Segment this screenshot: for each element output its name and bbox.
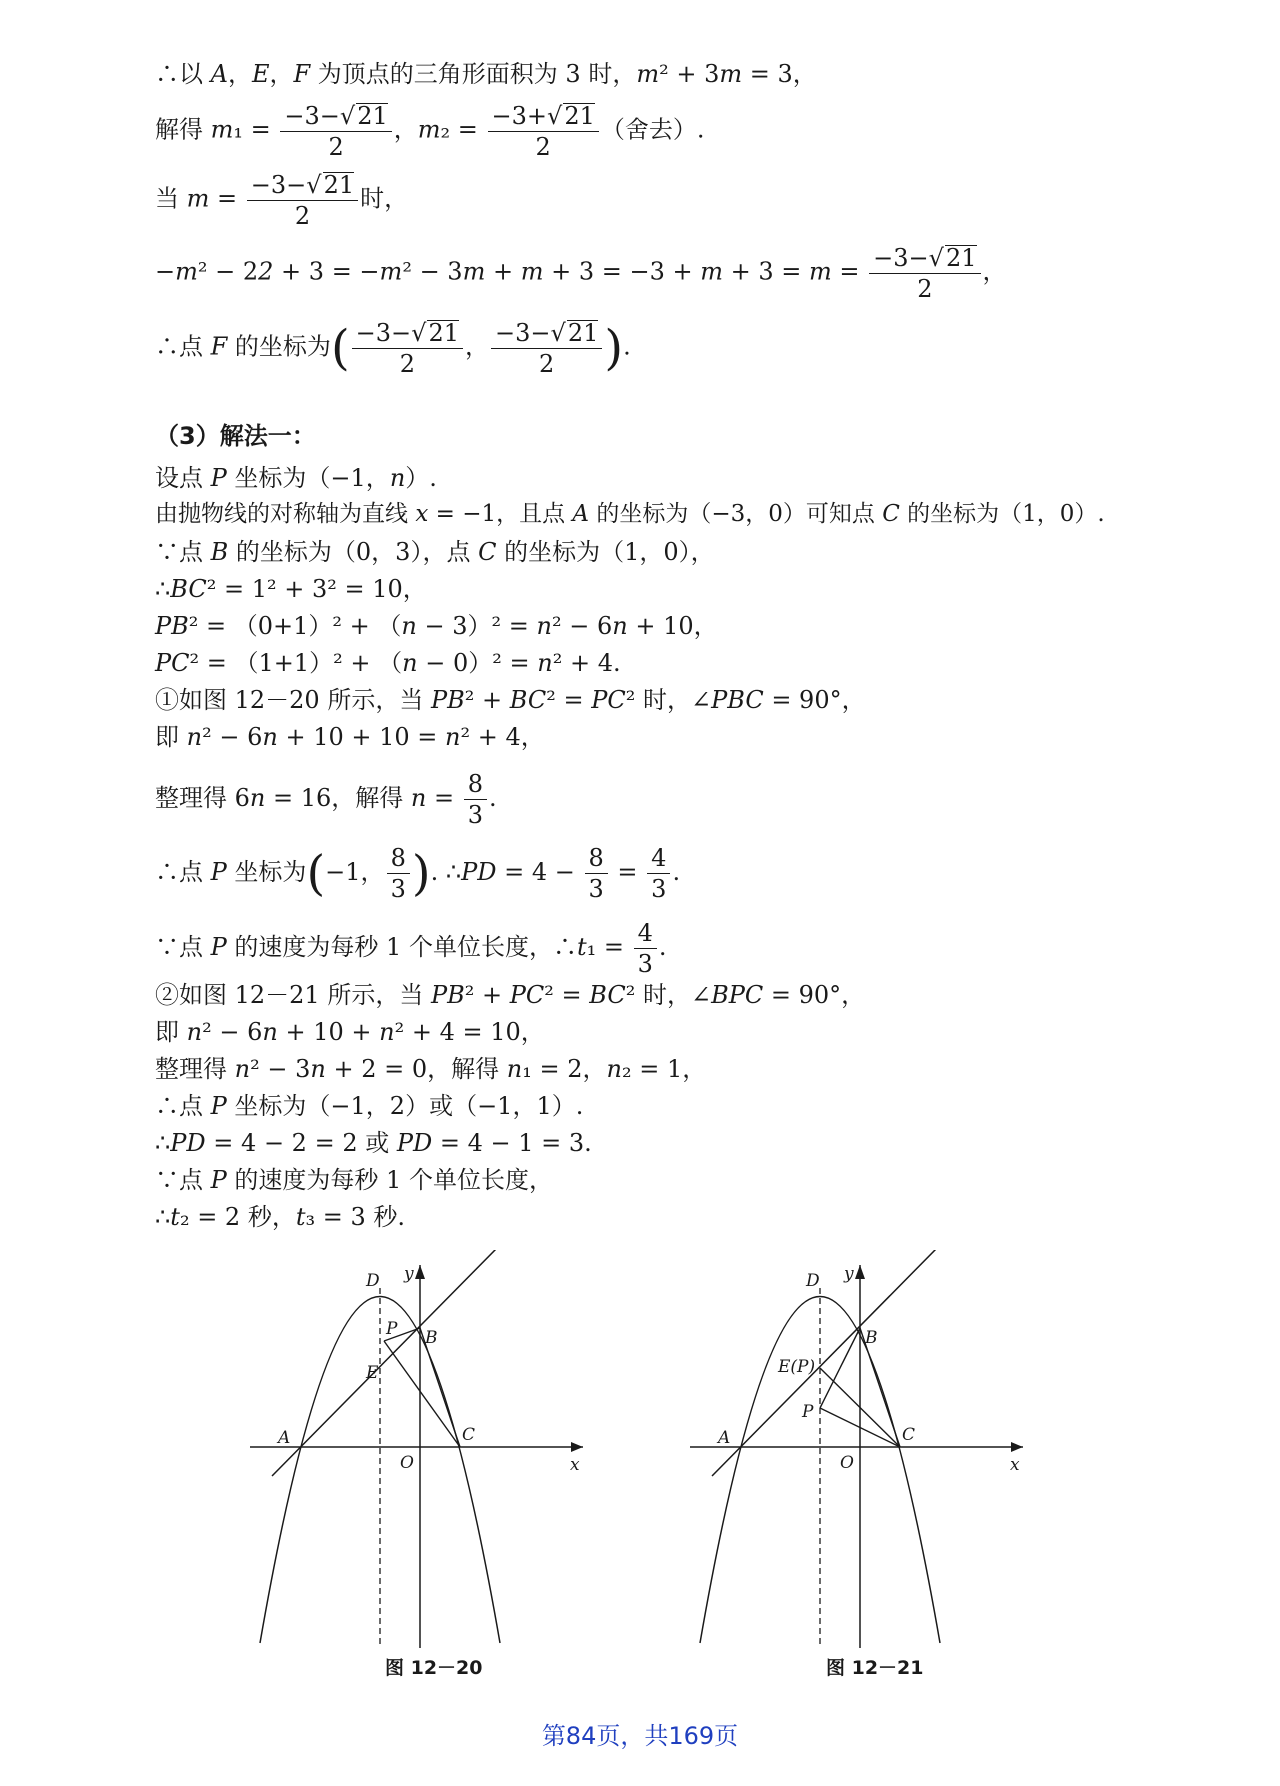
var-m: m xyxy=(210,115,234,144)
subscript: ₂ xyxy=(440,115,451,144)
angle-BPC: BPC xyxy=(711,981,764,1009)
text: 的坐标为（0，3），点 xyxy=(228,538,479,566)
label-A: A xyxy=(718,1428,731,1448)
text: 设点 xyxy=(155,464,211,492)
text: = 4 − 1 = 3. xyxy=(432,1129,592,1157)
solution-line-4 xyxy=(155,245,1007,301)
text: + xyxy=(485,257,521,286)
text: ² = 1² + 3² = 10， xyxy=(206,575,427,603)
solution-line-15 xyxy=(155,772,497,827)
text: 时， xyxy=(360,184,409,213)
fraction: $\frac{-3-√21}{2}$ xyxy=(491,320,602,376)
label-P: P xyxy=(386,1319,398,1339)
text: ∴点 xyxy=(155,332,211,361)
label-A: A xyxy=(278,1428,291,1448)
numerator: −3− xyxy=(495,319,551,347)
text: ②如图 12－21 所示，当 xyxy=(155,981,431,1009)
segment-PC: PC xyxy=(591,686,626,714)
label-C: C xyxy=(902,1425,916,1445)
text: = xyxy=(243,115,279,144)
text: = xyxy=(831,257,868,286)
segment-PC: PC xyxy=(155,649,190,677)
text: 解得 xyxy=(155,115,211,144)
text: ² + 3 xyxy=(659,60,720,88)
numerator: 8 xyxy=(387,846,410,874)
fraction xyxy=(585,846,608,901)
right-paren: ) xyxy=(604,320,624,376)
solution-heading: （3）解法一： xyxy=(155,422,316,450)
var-n: n xyxy=(262,723,278,751)
var-m: m xyxy=(636,60,660,88)
text: 的坐标为 xyxy=(227,332,331,361)
var-m: 2 xyxy=(258,257,274,286)
segment-PD: PD xyxy=(396,1129,433,1157)
text: ² − 3 xyxy=(250,1055,311,1083)
segment-PB: PB xyxy=(430,686,465,714)
radicand: 21 xyxy=(428,319,460,347)
solution-line-24 xyxy=(155,1205,405,1229)
figure-12-21 xyxy=(690,1250,1040,1650)
text: . ∴ xyxy=(430,858,462,886)
text: ）. xyxy=(405,464,437,492)
fraction xyxy=(647,846,670,901)
text: 坐标为（−1，2）或（−1，1）. xyxy=(226,1092,584,1120)
subscript: ₁ xyxy=(233,115,244,144)
point-A: A xyxy=(210,60,228,88)
text: + 3 = xyxy=(723,257,810,286)
numerator: −3+ xyxy=(491,102,548,130)
var-n: n xyxy=(186,1018,203,1046)
denominator: 2 xyxy=(535,133,551,161)
text: ∵点 xyxy=(155,933,211,961)
x-axis-arrow-icon xyxy=(1011,1442,1023,1452)
text: ² − 2 xyxy=(197,257,259,286)
text: = xyxy=(450,115,486,144)
denominator: 3 xyxy=(637,950,653,978)
radicand: 21 xyxy=(564,102,595,130)
figure-12-20-caption: 图 12－20 xyxy=(385,1657,483,1679)
page-number-footer: 第84页，共169页 xyxy=(541,1722,739,1750)
text: . xyxy=(658,933,667,961)
fraction xyxy=(634,921,657,976)
text: = 90°， xyxy=(763,686,866,714)
point-P: P xyxy=(210,933,227,961)
text: 坐标为（−1， xyxy=(226,464,390,492)
var-t: t xyxy=(576,933,587,961)
text: ² + 4. xyxy=(552,649,621,677)
denominator: 3 xyxy=(588,875,604,903)
text: = 4 − xyxy=(496,858,583,886)
fraction: $\frac{-3-√21}{2}$ xyxy=(869,245,980,301)
solution-line-7 xyxy=(155,466,437,490)
solution-line-10 xyxy=(155,577,427,601)
segment-PD: PD xyxy=(461,858,497,886)
numerator: 8 xyxy=(585,846,608,874)
text: 为顶点的三角形面积为 3 时， xyxy=(310,60,637,88)
segment-PB: PB xyxy=(155,612,189,640)
point-F: F xyxy=(210,332,228,361)
text: ， xyxy=(227,60,252,88)
text: ∵点 xyxy=(155,538,211,566)
text: ∴点 xyxy=(155,858,211,886)
point-E: E xyxy=(251,60,270,88)
label-C: C xyxy=(462,1425,476,1445)
label-D: D xyxy=(806,1271,820,1291)
segment-PB: PB xyxy=(430,981,465,1009)
point-B: B xyxy=(210,538,229,566)
var-n: n xyxy=(249,784,266,812)
text: ₂ = 2 秒， xyxy=(179,1203,296,1231)
solution-line-1 xyxy=(155,62,817,86)
numerator: −3− xyxy=(250,171,307,199)
text: ² − 6 xyxy=(551,612,613,640)
label-E-P: E(P) xyxy=(778,1357,816,1377)
numerator: −3− xyxy=(284,102,340,130)
figure-12-20 xyxy=(250,1250,600,1650)
text: = 3， xyxy=(742,60,817,88)
text: 整理得 xyxy=(155,1055,235,1083)
text: ² = xyxy=(544,981,590,1009)
text: （舍去）. xyxy=(600,115,705,144)
label-D: D xyxy=(366,1271,380,1291)
point-A: A xyxy=(572,501,590,527)
segment-BC: BC xyxy=(170,575,207,603)
var-m: m xyxy=(520,257,544,286)
text: ， xyxy=(269,60,294,88)
text: + 3 = − xyxy=(273,257,380,286)
y-axis-arrow-icon xyxy=(855,1265,865,1279)
var-n: n xyxy=(506,1055,523,1083)
text: ₂ = 1， xyxy=(621,1055,707,1083)
text: ∴ xyxy=(155,575,171,603)
label-O: O xyxy=(400,1453,414,1473)
text: 即 xyxy=(155,723,187,751)
text: 即 xyxy=(155,1018,187,1046)
denominator: 2 xyxy=(539,350,555,378)
text: ² = （0+1）² + （ xyxy=(188,612,402,640)
var-n: n xyxy=(310,1055,326,1083)
text: ∵点 xyxy=(155,1166,211,1194)
fraction xyxy=(387,846,410,901)
point-F: F xyxy=(293,60,311,88)
text: − 0）² = xyxy=(417,649,538,677)
figure-12-21-caption: 图 12－21 xyxy=(826,1657,924,1679)
text: 当 xyxy=(155,184,187,213)
text: − 3）² = xyxy=(416,612,537,640)
numerator: 4 xyxy=(647,846,670,874)
subscript: ₁ xyxy=(586,933,597,961)
var-m: m xyxy=(186,184,210,213)
denominator: 2 xyxy=(294,202,311,230)
text: ₁ = 2， xyxy=(522,1055,607,1083)
figure-12-21-diagram xyxy=(690,1250,1040,1650)
segment-BC: BC xyxy=(509,686,547,714)
text: + 10 + 10 = xyxy=(277,723,446,751)
text: ² + 4， xyxy=(460,723,545,751)
var-n: n xyxy=(379,1018,395,1046)
point-P: P xyxy=(210,464,227,492)
x-axis-arrow-icon xyxy=(571,1442,583,1452)
text: ∴以 xyxy=(155,60,211,88)
solution-line-5 xyxy=(155,320,631,376)
segment-PC: PC xyxy=(509,981,545,1009)
text: − xyxy=(155,257,176,286)
text: = xyxy=(596,933,632,961)
text: ² 时，∠ xyxy=(625,686,712,714)
numerator: −3− xyxy=(873,244,929,272)
text: 的坐标为（1，0）， xyxy=(496,538,715,566)
text: −1， xyxy=(325,858,385,886)
fraction: $\frac{-3-√21}{2}$ xyxy=(280,103,391,159)
text: = xyxy=(609,858,646,886)
solution-line-3 xyxy=(155,172,408,228)
var-n: n xyxy=(606,1055,622,1083)
solution-line-12 xyxy=(155,651,621,675)
solution-line-14 xyxy=(155,725,545,749)
solution-line-20 xyxy=(155,1057,706,1081)
left-paren: ( xyxy=(306,845,326,902)
text: ² = （1+1）² + （ xyxy=(189,649,403,677)
var-n: n xyxy=(389,464,406,492)
var-n: n xyxy=(401,612,417,640)
text: ， xyxy=(465,332,490,361)
text: ² + xyxy=(464,981,510,1009)
y-axis-arrow-icon xyxy=(415,1265,425,1279)
text: + 10， xyxy=(627,612,718,640)
var-m: m xyxy=(379,257,403,286)
label-P: P xyxy=(802,1402,814,1422)
point-C: C xyxy=(882,501,900,527)
text: ∴ xyxy=(155,1129,171,1157)
var-t: t xyxy=(170,1203,180,1231)
label-x: x xyxy=(1010,1455,1020,1475)
var-m: m xyxy=(719,60,743,88)
segment-PC xyxy=(384,1341,460,1447)
text: ， xyxy=(393,115,418,144)
text: ² + 4 = 10， xyxy=(394,1018,545,1046)
text: ² = xyxy=(546,686,592,714)
radicand: 21 xyxy=(945,244,977,272)
solution-line-21 xyxy=(155,1094,583,1118)
point-C: C xyxy=(478,538,497,566)
text: . xyxy=(623,332,631,361)
label-E: E xyxy=(366,1363,379,1383)
radicand: 21 xyxy=(357,102,388,130)
label-y: y xyxy=(844,1264,854,1284)
text: 由抛物线的对称轴为直线 xyxy=(155,501,416,527)
var-n: n xyxy=(186,723,203,751)
figure-12-20-diagram xyxy=(250,1250,600,1650)
text: 的速度为每秒 1 个单位长度，∴ xyxy=(226,933,577,961)
text: ² − 3 xyxy=(402,257,463,286)
text: ² − 6 xyxy=(202,1018,263,1046)
text: ₃ = 3 秒. xyxy=(305,1203,405,1231)
var-n: n xyxy=(445,723,461,751)
label-O: O xyxy=(840,1453,854,1473)
angle-PBC: PBC xyxy=(711,686,764,714)
text: 的速度为每秒 1 个单位长度， xyxy=(226,1166,553,1194)
var-m: m xyxy=(700,257,723,286)
segment-BC: BC xyxy=(589,981,626,1009)
fraction: $\frac{-3-√21}{2}$ xyxy=(352,320,463,376)
text: ² + xyxy=(464,686,510,714)
solution-line-22 xyxy=(155,1131,592,1155)
var-m: m xyxy=(175,257,198,286)
var-n: n xyxy=(234,1055,251,1083)
text: 的坐标为（−3，0）可知点 xyxy=(589,501,883,527)
denominator: 3 xyxy=(390,875,406,903)
fraction: $\frac{-3+√21}{2}$ xyxy=(488,103,599,159)
text: + 2 = 0，解得 xyxy=(325,1055,507,1083)
solution-line-9 xyxy=(155,540,715,564)
solution-line-16 xyxy=(155,846,680,901)
var-n: n xyxy=(612,612,628,640)
denominator: 2 xyxy=(917,275,933,303)
text: = xyxy=(426,784,462,812)
var-n: n xyxy=(402,649,418,677)
label-B: B xyxy=(425,1328,438,1348)
left-paren: ( xyxy=(330,320,350,376)
numerator: −3− xyxy=(355,319,412,347)
text: . xyxy=(672,858,681,886)
text: = 16，解得 xyxy=(265,784,411,812)
denominator: 2 xyxy=(399,350,415,378)
text: + 3 = −3 + xyxy=(543,257,701,286)
text: ∴ xyxy=(155,1203,171,1231)
numerator: 4 xyxy=(634,921,657,949)
text: + 10 + xyxy=(277,1018,380,1046)
text: ² − 6 xyxy=(202,723,263,751)
solution-line-23 xyxy=(155,1168,553,1192)
point-P: P xyxy=(210,1166,227,1194)
right-paren: ) xyxy=(411,845,431,902)
point-P: P xyxy=(210,858,227,886)
text: = 90°， xyxy=(763,981,866,1009)
fraction: $\frac{-3-√21}{2}$ xyxy=(247,172,358,228)
var-n: n xyxy=(410,784,427,812)
var-n: n xyxy=(537,649,553,677)
text: 整理得 6 xyxy=(155,784,250,812)
solution-line-2 xyxy=(155,103,705,159)
denominator: 3 xyxy=(651,875,667,903)
solution-line-13 xyxy=(155,688,866,712)
text: 的坐标为（1，0）. xyxy=(899,501,1105,527)
var-m: m xyxy=(809,257,832,286)
var-t: t xyxy=(295,1203,306,1231)
solution-line-8 xyxy=(155,503,1105,526)
fraction xyxy=(464,772,487,827)
text: = −1，且点 xyxy=(428,501,573,527)
text: ①如图 12－20 所示，当 xyxy=(155,686,431,714)
label-y: y xyxy=(404,1264,414,1284)
text: ∴点 xyxy=(155,1092,211,1120)
segment-PB xyxy=(820,1328,860,1408)
solution-line-18 xyxy=(155,983,865,1007)
var-m: m xyxy=(417,115,441,144)
denominator: 2 xyxy=(328,133,344,161)
text: ， xyxy=(982,257,1007,286)
radicand: 21 xyxy=(567,319,599,347)
label-B: B xyxy=(865,1328,878,1348)
solution-line-19 xyxy=(155,1020,545,1044)
var-m: m xyxy=(462,257,486,286)
text: 坐标为 xyxy=(226,858,307,886)
label-x: x xyxy=(570,1455,580,1475)
point-P: P xyxy=(210,1092,227,1120)
var-n: n xyxy=(262,1018,278,1046)
text: = 4 − 2 = 2 或 xyxy=(205,1129,397,1157)
text: . xyxy=(489,784,497,812)
text: = xyxy=(209,184,245,213)
solution-line-11 xyxy=(155,614,718,638)
denominator: 3 xyxy=(467,801,484,829)
var-x: x xyxy=(415,501,429,527)
text: ² 时，∠ xyxy=(625,981,712,1009)
numerator: 8 xyxy=(464,772,487,800)
var-n: n xyxy=(536,612,552,640)
solution-line-17 xyxy=(155,921,667,976)
radicand: 21 xyxy=(323,171,355,199)
segment-PD: PD xyxy=(170,1129,206,1157)
